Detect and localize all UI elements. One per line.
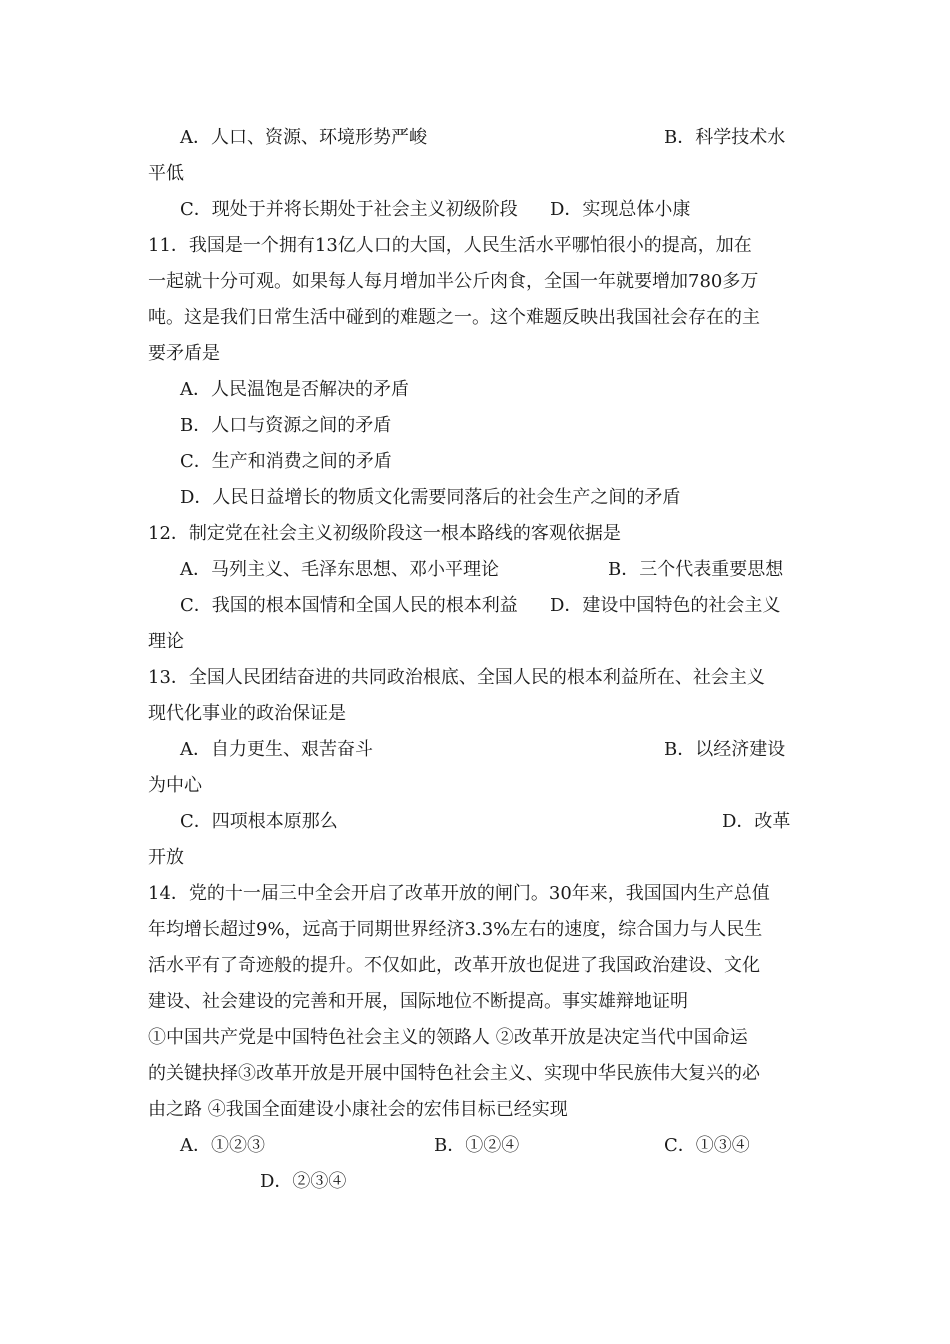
q11-option-a: A．人民温饱是否解决的矛盾 (180, 379, 409, 400)
q13-stem-line: 13．全国人民团结奋进的共同政治根底、全国人民的根本利益所在、社会主义 (148, 667, 765, 688)
q14-stem-line: 活水平有了奇迹般的提升。不仅如此，改革开放也促进了我国政治建设、文化 (148, 955, 760, 976)
q14-statement-line: 由之路 ④我国全面建设小康社会的宏伟目标已经实现 (148, 1099, 568, 1120)
q11-stem-line: 要矛盾是 (148, 343, 220, 364)
q14-option-c: C．①③④ (664, 1135, 750, 1156)
q14-option-d: D．②③④ (260, 1171, 347, 1192)
q11-stem-line: 一起就十分可观。如果每人每月增加半公斤肉食，全国一年就要增加780多万 (148, 271, 759, 292)
q10-option-b: B．科学技术水 (664, 127, 786, 148)
q11-stem-line: 吨。这是我们日常生活中碰到的难题之一。这个难题反映出我国社会存在的主 (148, 307, 760, 328)
q14-statement-line: ①中国共产党是中国特色社会主义的领路人 ②改革开放是决定当代中国命运 (148, 1027, 748, 1048)
q14-statement-line: 的关键抉择③改革开放是开展中国特色社会主义、实现中华民族伟大复兴的必 (148, 1063, 760, 1084)
q12-stem: 12．制定党在社会主义初级阶段这一根本路线的客观依据是 (148, 523, 621, 544)
q10-option-a: A．人口、资源、环境形势严峻 (180, 127, 427, 148)
q10-option-d: D．实现总体小康 (550, 199, 691, 220)
q13-option-b: B．以经济建设 (664, 739, 786, 760)
q12-option-d-wrap: 理论 (148, 631, 184, 652)
q11-option-b: B．人口与资源之间的矛盾 (180, 415, 392, 436)
q14-option-b: B．①②④ (434, 1135, 520, 1156)
q13-stem-line: 现代化事业的政治保证是 (148, 703, 346, 724)
q12-option-d: D．建设中国特色的社会主义 (550, 595, 781, 616)
q10-option-b-wrap: 平低 (148, 163, 184, 184)
q10-option-c: C．现处于并将长期处于社会主义初级阶段 (180, 199, 518, 220)
q11-stem-line: 11．我国是一个拥有13亿人口的大国，人民生活水平哪怕很小的提高，加在 (148, 235, 752, 256)
q14-option-a: A．①②③ (180, 1135, 265, 1156)
q11-option-d: D．人民日益增长的物质文化需要同落后的社会生产之间的矛盾 (180, 487, 681, 508)
q13-option-d: D．改革 (722, 811, 791, 832)
q12-option-a: A．马列主义、毛泽东思想、邓小平理论 (180, 559, 499, 580)
q13-option-b-wrap: 为中心 (148, 775, 202, 796)
q14-stem-line: 14．党的十一届三中全会开启了改革开放的闸门。30年来，我国国内生产总值 (148, 883, 770, 904)
q14-stem-line: 年均增长超过9%，远高于同期世界经济3.3%左右的速度，综合国力与人民生 (148, 919, 763, 940)
q13-option-a: A．自力更生、艰苦奋斗 (180, 739, 373, 760)
q12-option-c: C．我国的根本国情和全国人民的根本利益 (180, 595, 518, 616)
q13-option-c: C．四项根本原那么 (180, 811, 338, 832)
q14-stem-line: 建设、社会建设的完善和开展，国际地位不断提高。事实雄辩地证明 (148, 991, 688, 1012)
q13-option-d-wrap: 开放 (148, 847, 184, 868)
q11-option-c: C．生产和消费之间的矛盾 (180, 451, 392, 472)
q12-option-b: B．三个代表重要思想 (608, 559, 784, 580)
